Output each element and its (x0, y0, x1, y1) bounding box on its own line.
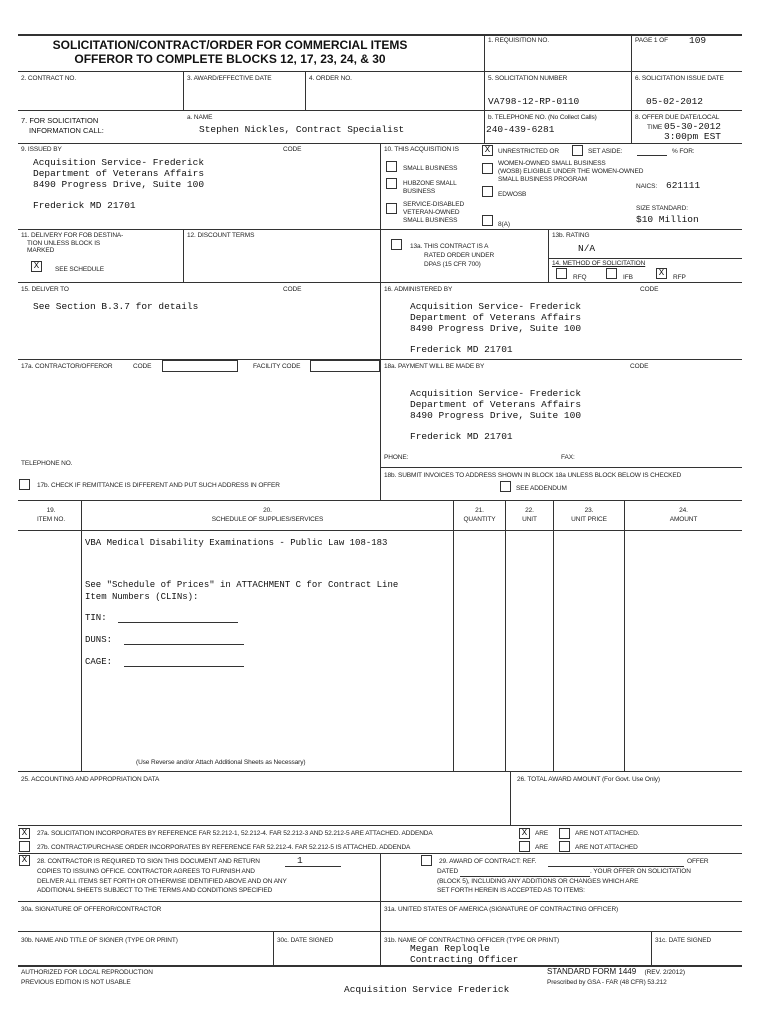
admin-line3: 8490 Progress Drive, Suite 100 (410, 323, 582, 334)
page-label: PAGE 1 OF (635, 37, 668, 44)
rfq-label: RFQ (573, 274, 587, 281)
top-border (18, 34, 742, 36)
col19-num: 19. (46, 507, 56, 514)
schedule-line1: VBA Medical Disability Examinations - Public Law 108-183 (85, 538, 388, 548)
deliver-to-label: 15. DELIVER TO (21, 286, 69, 293)
29-line4: SET FORTH HEREIN IS ACCEPTED AS TO ITEMS: (437, 887, 585, 894)
divider (273, 931, 274, 965)
size-standard: $10 Million (636, 214, 699, 225)
issued-line2: Department of Veterans Affairs (33, 168, 205, 179)
issue-date: 05-02-2012 (646, 96, 704, 107)
27a-are-not-label: ARE NOT ATTACHED. (575, 830, 640, 837)
divider (305, 71, 306, 110)
divider (18, 825, 742, 826)
small-business-label: SMALL BUSINESS (403, 165, 458, 172)
edwosb-checkbox[interactable] (482, 186, 493, 197)
telephone: 240-439-6281 (486, 124, 555, 135)
divider (631, 71, 632, 143)
28-checkbox[interactable]: X (19, 855, 30, 866)
rfq-checkbox[interactable] (556, 268, 567, 279)
hubzone-label: HUBZONE SMALL BUSINESS (403, 180, 457, 195)
divider (651, 931, 652, 965)
payment-line1: Acquisition Service- Frederick (410, 388, 582, 399)
contractor-code-field[interactable] (162, 360, 238, 372)
issued-by-label: 9. ISSUED BY (21, 146, 62, 153)
wosb-checkbox[interactable] (482, 163, 493, 174)
form-revision: (REV. 2/2012) (644, 969, 686, 976)
copies-line (285, 866, 341, 867)
award-date-label: 3. AWARD/EFFECTIVE DATE (187, 75, 272, 82)
8a-label: 8(A) (498, 221, 510, 228)
sdvosb-checkbox[interactable] (386, 203, 397, 214)
telephone-label: b. TELEPHONE NO. (No Collect Calls) (488, 114, 597, 121)
27b-are-not-label: ARE NOT ATTACHED (575, 844, 638, 851)
27b-label: 27b. CONTRACT/PURCHASE ORDER INCORPORATES BY REFERENCE FAR 52.212-4. FAR 52.212-5 IS ATTACHED. ADDENDA (37, 844, 411, 851)
divider (81, 500, 82, 771)
contractor-telephone-label: TELEPHONE NO. (21, 460, 73, 467)
order-no-label: 4. ORDER NO. (309, 75, 352, 82)
col23-header: UNIT PRICE (571, 516, 607, 523)
method-label: 14. METHOD OF SOLICITATION (552, 260, 646, 267)
col19-header: ITEM NO. (36, 516, 66, 523)
form-subtitle: OFFEROR TO COMPLETE BLOCKS 12, 17, 23, 24, & 30 (74, 52, 386, 66)
schedule-line2: See "Schedule of Prices" in ATTACHMENT C for Contract Line (85, 580, 399, 590)
rfp-checkbox[interactable]: X (656, 268, 667, 279)
divider (631, 34, 632, 71)
divider (484, 34, 485, 71)
see-schedule-checkbox[interactable]: X (31, 261, 42, 272)
col21-header: QUANTITY (463, 516, 496, 523)
name-label: a. NAME (187, 114, 213, 121)
schedule-footnote: (Use Reverse and/or Attach Additional Sheets as Necessary) (136, 759, 306, 766)
tin-label: TIN: (85, 613, 107, 623)
administered-by-label: 16. ADMINISTERED BY (384, 286, 453, 293)
29-line2: DATED (437, 868, 459, 875)
payment-line2: Department of Veterans Affairs (410, 399, 582, 410)
footer-center: Acquisition Service Frederick (344, 984, 510, 995)
setaside-label: SET ASIDE: (588, 148, 623, 155)
30b-label: 30b. NAME AND TITLE OF SIGNER (TYPE OR PRINT) (21, 937, 178, 944)
page-total: 109 (689, 35, 707, 46)
28-line2: COPIES TO ISSUING OFFICE. CONTRACTOR AGREES TO FURNISH AND (37, 868, 255, 875)
facility-code-label: FACILITY CODE (253, 363, 301, 370)
rating: N/A (578, 243, 596, 254)
divider (380, 467, 742, 468)
col24-num: 24. (679, 507, 688, 514)
col21-num: 21. (475, 507, 484, 514)
invoice-label: 18b. SUBMIT INVOICES TO ADDRESS SHOWN IN BLOCK 18a UNLESS BLOCK BELOW IS CHECKED (384, 472, 682, 479)
solicitation-number: VA798-12-RP-0110 (488, 96, 580, 107)
footer-prescribed: Prescribed by GSA - FAR (48 CFR) 53.212 (547, 979, 667, 986)
28-copies: 1 (297, 855, 303, 866)
rated-order-checkbox[interactable] (391, 239, 402, 250)
admin-line4: Frederick MD 21701 (410, 344, 513, 355)
27b-are-checkbox[interactable] (519, 841, 530, 852)
accounting-label: 25. ACCOUNTING AND APPROPRIATION DATA (21, 776, 160, 783)
divider (548, 229, 549, 282)
wosb-label: WOMEN-OWNED SMALL BUSINESS (WOSB) ELIGIBLE UNDER THE WOMEN-OWNED SMALL BUSINESS PROGRAM (498, 160, 644, 183)
officer-title: Contracting Officer (410, 954, 519, 965)
due-time: 3:00pm EST (664, 131, 722, 142)
29-line2b: . YOUR OFFER ON SOLICITATION (590, 868, 691, 875)
form-number: STANDARD FORM 1449 (547, 967, 637, 976)
issued-code-label: CODE (283, 146, 302, 153)
27a-are-checkbox[interactable]: X (519, 828, 530, 839)
issue-date-label: 6. SOLICITATION ISSUE DATE (635, 75, 724, 82)
due-date: 05-30-2012 (664, 121, 722, 132)
divider (183, 71, 184, 110)
issued-line3: 8490 Progress Drive, Suite 100 (33, 179, 205, 190)
col23-num: 23. (584, 507, 594, 514)
small-business-checkbox[interactable] (386, 161, 397, 172)
footer-authorized: AUTHORIZED FOR LOCAL REPRODUCTION (21, 969, 153, 976)
31c-label: 31c. DATE SIGNED (655, 937, 712, 944)
27a-are-not-checkbox[interactable] (559, 828, 570, 839)
size-standard-label: SIZE STANDARD: (636, 205, 688, 212)
info-call-label: 7. FOR SOLICITATION INFORMATION CALL: (21, 116, 104, 135)
divider (18, 530, 742, 531)
unrestricted-label: UNRESTRICTED OR (498, 148, 559, 155)
30a-label: 30a. SIGNATURE OF OFFEROR/CONTRACTOR (21, 906, 162, 913)
naics-code: 621111 (666, 180, 701, 191)
divider (624, 500, 625, 771)
sdvosb-label: SERVICE-DISABLED VETERAN-OWNED SMALL BUSINESS (403, 201, 465, 224)
deliver-to-text: See Section B.3.7 for details (33, 301, 199, 312)
31b-label: 31b. NAME OF CONTRACTING OFFICER (TYPE OR PRINT) (384, 937, 560, 944)
officer-name: Megan Reploqle (410, 943, 490, 954)
contact-name: Stephen Nickles, Contract Specialist (199, 124, 405, 135)
see-schedule-label: SEE SCHEDULE (55, 266, 105, 273)
setaside-checkbox[interactable] (572, 145, 583, 156)
29-checkbox[interactable] (421, 855, 432, 866)
remittance-checkbox[interactable] (19, 479, 30, 490)
27a-label: 27a. SOLICITATION INCORPORATES BY REFERENCE FAR 52.212-1, 52.212-4. FAR 52.212-3 AND 52.212-5 ARE ATTACHED. ADDENDA (37, 830, 433, 837)
addendum-checkbox[interactable] (500, 481, 511, 492)
dated-line (460, 876, 590, 877)
col24-header: AMOUNT (669, 516, 698, 523)
ifb-label: IFB (623, 274, 633, 281)
28-line3: DELIVER ALL ITEMS SET FORTH OR OTHERWISE IDENTIFIED ABOVE AND ON ANY (37, 878, 287, 885)
remittance-label: 17b. CHECK IF REMITTANCE IS DIFFERENT AND PUT SUCH ADDRESS IN OFFER (37, 482, 280, 489)
delivery-label: 11. DELIVERY FOR FOB DESTINA- TION UNLESS BLOCK IS MARKED (21, 232, 124, 254)
divider (484, 71, 485, 143)
27a-checkbox[interactable]: X (19, 828, 30, 839)
col20-num: 20. (263, 507, 272, 514)
deliver-code-label: CODE (283, 286, 302, 293)
divider (380, 143, 381, 501)
27b-are-not-checkbox[interactable] (559, 841, 570, 852)
admin-line2: Department of Veterans Affairs (410, 312, 582, 323)
col22-header: UNIT (522, 516, 537, 523)
admin-line1: Acquisition Service- Frederick (410, 301, 582, 312)
divider (553, 500, 554, 771)
29-line1: 29. AWARD OF CONTRACT: REF. (439, 858, 537, 865)
issued-line4: Frederick MD 21701 (33, 200, 136, 211)
cage-label: CAGE: (85, 657, 113, 667)
acquisition-label: 10. THIS ACQUISITION IS (384, 146, 459, 153)
27b-are-label: ARE (535, 844, 549, 851)
31a-label: 31a. UNITED STATES OF AMERICA (SIGNATURE OF CONTRACTING OFFICER) (384, 906, 619, 913)
discount-terms-label: 12. DISCOUNT TERMS (187, 232, 255, 239)
footer-form (547, 967, 685, 978)
requisition-label: 1. REQUISITION NO. (488, 37, 550, 44)
solicitation-number-label: 5. SOLICITATION NUMBER (488, 75, 568, 82)
addendum-label: SEE ADDENDUM (516, 485, 567, 492)
divider (18, 771, 742, 772)
col22-num: 22. (525, 507, 534, 514)
payment-label: 18a. PAYMENT WILL BE MADE BY (384, 363, 485, 370)
28-line4: ADDITIONAL SHEETS SUBJECT TO THE TERMS AND CONDITIONS SPECIFIED (37, 887, 273, 894)
divider (505, 500, 506, 771)
cage-field[interactable] (124, 666, 244, 667)
27b-checkbox[interactable] (19, 841, 30, 852)
8a-checkbox[interactable] (482, 215, 493, 226)
issued-line1: Acquisition Service- Frederick (33, 157, 205, 168)
ifb-checkbox[interactable] (606, 268, 617, 279)
payment-line3: 8490 Progress Drive, Suite 100 (410, 410, 582, 421)
28-line1: 28. CONTRACTOR IS REQUIRED TO SIGN THIS DOCUMENT AND RETURN (37, 858, 260, 865)
29-offer: OFFER (687, 858, 709, 865)
payment-code-label: CODE (630, 363, 649, 370)
hubzone-checkbox[interactable] (386, 178, 397, 189)
divider (18, 71, 742, 72)
naics-label: NAICS: (636, 183, 658, 190)
divider (18, 110, 742, 111)
contractor-label: 17a. CONTRACTOR/OFFEROR (21, 363, 113, 370)
col20-header: SCHEDULE OF SUPPLIES/SERVICES (211, 516, 324, 523)
divider (548, 258, 742, 259)
total-award-label: 26. TOTAL AWARD AMOUNT (For Govt. Use Only) (517, 776, 660, 783)
pct-for-label: % FOR: (672, 148, 695, 155)
divider (380, 853, 381, 965)
divider (453, 500, 454, 771)
rating-label: 13b. RATING (552, 232, 590, 239)
footer-previous: PREVIOUS EDITION IS NOT USABLE (21, 979, 131, 986)
ref-line (548, 866, 684, 867)
contractor-code-label: CODE (133, 363, 152, 370)
rated-order-label: 13a. THIS CONTRACT IS A RATED ORDER UNDER DPAS (15 CFR 700) (410, 243, 495, 268)
payment-line4: Frederick MD 21701 (410, 431, 513, 442)
unrestricted-checkbox[interactable]: X (482, 145, 493, 156)
rfp-label: RFP (673, 274, 686, 281)
time-label: TIME (647, 124, 663, 131)
30c-label: 30c. DATE SIGNED (277, 937, 334, 944)
phone-label: PHONE: (384, 454, 409, 461)
form-title: SOLICITATION/CONTRACT/ORDER FOR COMMERCIAL ITEMS (52, 38, 408, 52)
fax-label: FAX: (561, 454, 575, 461)
divider (510, 771, 511, 825)
duns-label: DUNS: (85, 635, 113, 645)
due-date-label: 8. OFFER DUE DATE/LOCAL (635, 114, 720, 121)
29-line3: (BLOCK 5), INCLUDING ANY ADDITIONS OR CHANGES WHICH ARE (437, 878, 639, 885)
pct-line (637, 155, 667, 156)
facility-code-field[interactable] (310, 360, 380, 372)
tin-field[interactable] (118, 622, 238, 623)
contract-no-label: 2. CONTRACT NO. (21, 75, 77, 82)
admin-code-label: CODE (640, 286, 659, 293)
divider (183, 229, 184, 282)
edwosb-label: EDWOSB (498, 191, 527, 198)
schedule-line3: Item Numbers (CLINs): (85, 592, 199, 602)
27a-are-label: ARE (535, 830, 549, 837)
duns-field[interactable] (124, 644, 244, 645)
